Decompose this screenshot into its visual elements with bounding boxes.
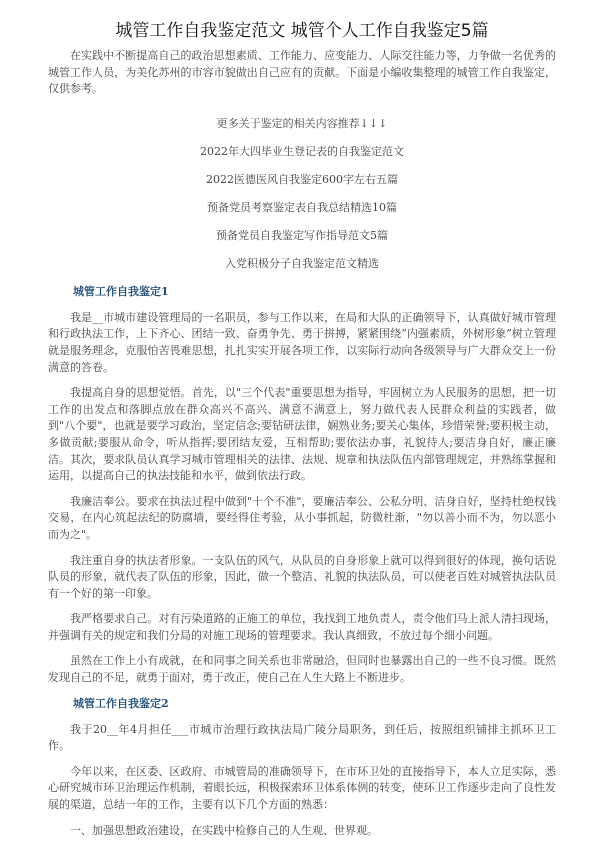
recommend-link[interactable]: 2022医德医风自我鉴定600字左右五篇 (206, 172, 398, 186)
page-title: 城管工作自我鉴定范文 城管个人工作自我鉴定5篇 (115, 21, 489, 41)
paragraph: 虽然在工作上小有成就，在和同事之间关系也非常融洽，但同时也暴露出自己的一些不良习惯。既然发现自己的不足，就勇于面对，勇于改正，使自己在人生大路上不断进步。 (48, 654, 556, 685)
paragraph: 我廉洁奉公。要求在执法过程中做到"十个不准"，要廉洁奉公、公私分明、洁身自好，坚持杜绝权钱交易，在内心筑起法纪的防腐墙，要经得住考验，从小事抓起，防微杜渐，"勿以善小而不为，勿以恶小而为之"。 (48, 494, 556, 541)
paragraph: 我注重自身的执法者形象。一支队伍的风气，从队员的自身形象上就可以得到很好的体现，换句话说队员的形象，就代表了队伍的形象，因此，做一个整洁、礼貌的执法队员，可以使老百姓对城管执法队员有一个好的第一印象。 (48, 553, 556, 600)
paragraph: 我严格要求自己。对有污染道路的正施工的单位，我找到工地负责人，责令他们马上派人清扫现场，并强调有关的规定和我们分局的对施工现场的管理要求。我认真细致，不放过每个细小问题。 (48, 612, 556, 642)
paragraph: 一、加强思想政治建设，在实践中检修自己的人生观、世界观。 (70, 823, 378, 837)
recommend-heading: 更多关于鉴定的相关内容推荐↓↓↓ (216, 116, 388, 130)
paragraph: 我于20__年4月担任___市城市治理行政执法局广陵分局职务，到任后，按照组织铺排主抓环卫工作。 (48, 722, 556, 753)
recommend-link[interactable]: 预备党员考察鉴定表自我总结精选10篇 (207, 200, 397, 214)
recommend-list (48, 116, 556, 272)
paragraph: 我是__市城市建设管理局的一名职员，参与工作以来，在局和大队的正确领导下，认真做好城市管理和行政执法工作，上下齐心、团结一致、奋勇争先、勇于拼搏，紧紧围绕“内强素质，外树形象”树立管理就是服务理念，克服怕苦畏难思想，扎扎实实开展各项工作，以实际行动向各级领导与广大群众交上一份满意的答卷。 (48, 310, 556, 374)
intro-paragraph: 在实践中不断提高自己的政治思想素质、工作能力、应变能力、人际交往能力等，力争做一名优秀的城管工作人员，为美化苏州的市容市貌做出自己应有的贡献。下面是小编收集整理的城管工作自我鉴定，仅供参考。 (48, 49, 556, 96)
section-heading-2: 城管工作自我鉴定2 (73, 696, 169, 710)
section-heading-1: 城管工作自我鉴定1 (73, 284, 169, 298)
paragraph: 今年以来，在区委、区政府、市城管局的准确领导下，在市环卫处的直接指导下，本人立足实际，悉心研究城市环卫治理运作机制，着眼长远，积极探索环卫体系体例的转变，使环卫工作逐步走向了良性发展的渠道，总结一年的工作，主要有以下几个方面的熟悉： (48, 764, 556, 812)
recommend-link[interactable]: 2022年大四毕业生登记表的自我鉴定范文 (200, 144, 404, 158)
paragraph: 我提高自身的思想觉悟。首先，以"三个代表"重要思想为指导，牢固树立为人民服务的思想，把一切工作的出发点和落脚点放在群众高兴不高兴、满意不满意上，努力做代表人民群众利益的实践者，做到"八个要"，也就是要学习政治，坚定信念;要钻研法律，娴熟业务;要关心集体，珍惜荣誉;要积极主动，多做贡献;要服从命令，听从指挥;要团结友爱，互相帮助;要依法办事，礼貌待人;要洁身自好，廉正廉洁。其次，要求队员认真学习城市管理相关的法律、法规、规章和执法队伍内部管理规定，并熟练掌握和运用，以提高自己的执法技能和水平，做到依法行政。 (48, 386, 556, 483)
recommend-link[interactable]: 入党积极分子自我鉴定范文精选 (225, 256, 379, 270)
recommend-link[interactable]: 预备党员自我鉴定写作指导范文5篇 (216, 228, 388, 242)
